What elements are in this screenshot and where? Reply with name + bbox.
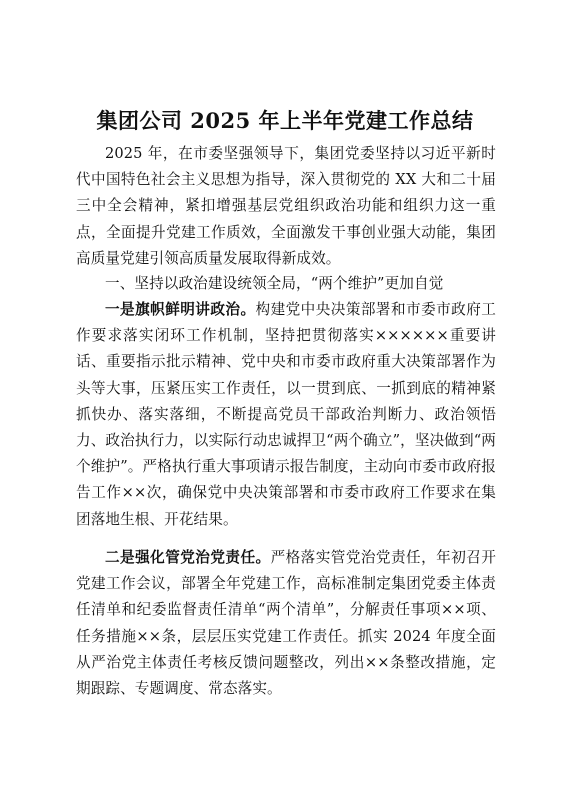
intro-paragraph: 2025 年，在市委坚强领导下，集团党委坚持以习近平新时代中国特色社会主义思想为指导，深入贯彻党的 XX 大和二十届三中全会精神，紧扣增强基层党组织政治功能和组织力这一重点，全面提升党建工作质效，全面激发干事创业强大动能，集团高质量党建引领高质量发展取得新成效。 [76,145,496,267]
document-title: 集团公司 2025 年上半年党建工作总结 [96,108,474,133]
item-one-body: 构建党中央决策部署和市委市政府工作要求落实闭环工作机制，坚持把贯彻落实××××××重要讲话、重要指示批示精神、党中央和市委市政府重大决策部署作为头等大事，压紧压实工作责任，以一贯到底、一抓到底的精神紧抓快办、落实落细，不断提高党员干部政治判断力、政治领悟力、政治执行力，以实际行动忠诚捍卫“两个确立”，坚决做到“两个维护”。严格执行重大事项请示报告制度，主动向市委市政府报告工作××次，确保党中央决策部署和市委市政府工作要求在集团落地生根、开花结果。 [76,301,496,528]
item-two-paragraph [76,545,496,702]
item-one-lead: 一是旗帜鲜明讲政治。 [105,301,256,318]
item-one-paragraph [76,297,496,533]
item-two-lead: 二是强化管党治党责任。 [105,549,271,566]
section-heading: 一、坚持以政治建设统领全局，“两个维护”更加自觉 [105,275,444,292]
item-two-body: 严格落实管党治党责任，年初召开党建工作会议，部署全年党建工作，高标准制定集团党委主体责任清单和纪委监督责任清单“两个清单”，分解责任事项××项、任务措施××条，层层压实党建工作责任。抓实 2024 年度全面从严治党主体责任考核反馈问题整改，列出××条整改措施，定期跟踪、专题调度、常态落实。 [76,549,496,698]
